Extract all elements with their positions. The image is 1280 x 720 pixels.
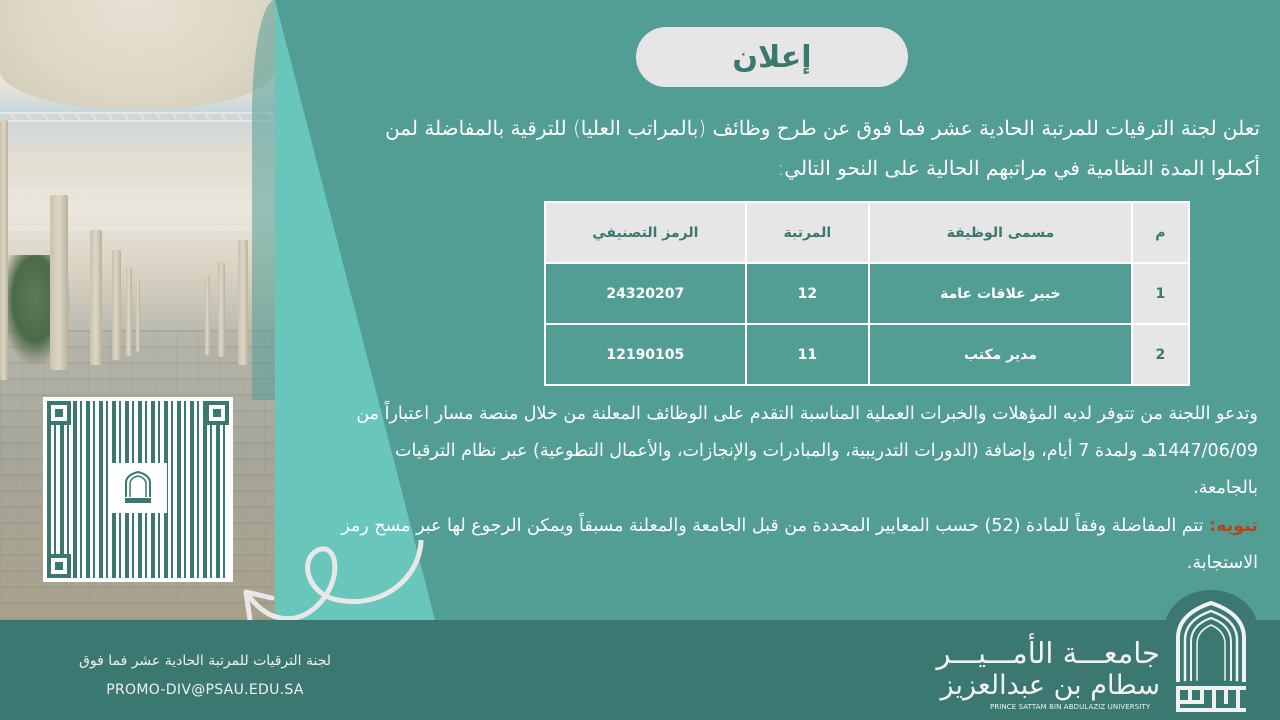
pillar	[112, 250, 121, 360]
cell-grade: 12	[746, 263, 869, 324]
cell-job-title: مدير مكتب	[869, 324, 1132, 385]
qr-finder-pattern	[47, 554, 71, 578]
pillar	[126, 268, 132, 356]
intro-paragraph: تعلن لجنة الترقيات للمرتبة الحادية عشر فما فوق عن طرح وظائف (بالمراتب العليا) للترقية بالمفاضلة لمن أكملوا المدة النظامية في مراتبهم الحالية على النحو التالي:	[385, 116, 1260, 180]
pillar	[90, 230, 102, 365]
cell-index: 1	[1132, 263, 1189, 324]
table-row	[545, 324, 1189, 385]
logo-arabic-line2: سطام بن عبدالعزيز	[940, 670, 1160, 701]
table-header-row	[545, 202, 1189, 263]
qr-center-logo	[109, 463, 167, 513]
cell-grade: 11	[746, 324, 869, 385]
body-paragraph: وتدعو اللجنة من تتوفر لديه المؤهلات والخبرات العملية المناسبة التقدم على الوظائف المعلنة من خلال منصة مسار اعتباراً من 1447/06/09هـ ولمدة 7 أيام، وإضافة (الدورات التدريبية، والمبادرات والإنجازات، والأعمال التطوعية) عبر نظام الترقيات بالجامعة.	[356, 404, 1258, 498]
pillar	[136, 280, 140, 352]
table-row	[545, 263, 1189, 324]
header-job-title: مسمى الوظيفة	[869, 202, 1132, 263]
university-arch-mini-icon	[123, 471, 153, 505]
qr-code-icon	[47, 401, 229, 578]
pillar	[50, 195, 68, 370]
page-title: إعلان	[732, 39, 812, 75]
canopy-roof	[0, 0, 275, 110]
note-label: تنويه:	[1209, 516, 1258, 536]
canopy-truss	[0, 226, 275, 231]
qr-finder-pattern	[47, 401, 71, 425]
logo-english-name: PRINCE SATTAM BIN ABDULAZIZ UNIVERSITY	[990, 703, 1151, 711]
pillar	[238, 240, 248, 365]
pillar	[0, 120, 8, 380]
logo-arabic-line1: جامعـــة الأمـــيـــر	[936, 636, 1160, 670]
cell-index: 2	[1132, 324, 1189, 385]
pillar	[205, 275, 210, 355]
qr-finder-pattern	[205, 401, 229, 425]
cell-code: 12190105	[545, 324, 746, 385]
swirl-arrow-icon	[238, 540, 438, 630]
canopy-truss	[0, 112, 275, 122]
cell-code: 24320207	[545, 263, 746, 324]
university-arch-logo-icon	[1174, 600, 1248, 715]
footer-committee-name: لجنة الترقيات للمرتبة الحادية عشر فما فوق	[78, 653, 332, 669]
qr-code[interactable]	[43, 397, 233, 582]
cell-job-title: خبير علاقات عامة	[869, 263, 1132, 324]
header-index: م	[1132, 202, 1189, 263]
header-grade: المرتبة	[746, 202, 869, 263]
note-paragraph	[328, 508, 1258, 582]
canopy-truss	[0, 190, 275, 197]
pillar	[218, 262, 225, 357]
note-text: تتم المفاضلة وفقاً للمادة (52) حسب المعايير المحددة من قبل الجامعة والمعلنة مسبقاً ويمكن الرجوع لها عبر مسح رمز الاستجابة.	[341, 516, 1258, 573]
jobs-table	[544, 201, 1190, 386]
footer-email[interactable]: PROMO-DIV@PSAU.EDU.SA	[106, 682, 304, 698]
photo-edge-tint	[252, 0, 275, 400]
header-code: الرمز التصنيفي	[545, 202, 746, 263]
title-pill	[636, 27, 908, 87]
